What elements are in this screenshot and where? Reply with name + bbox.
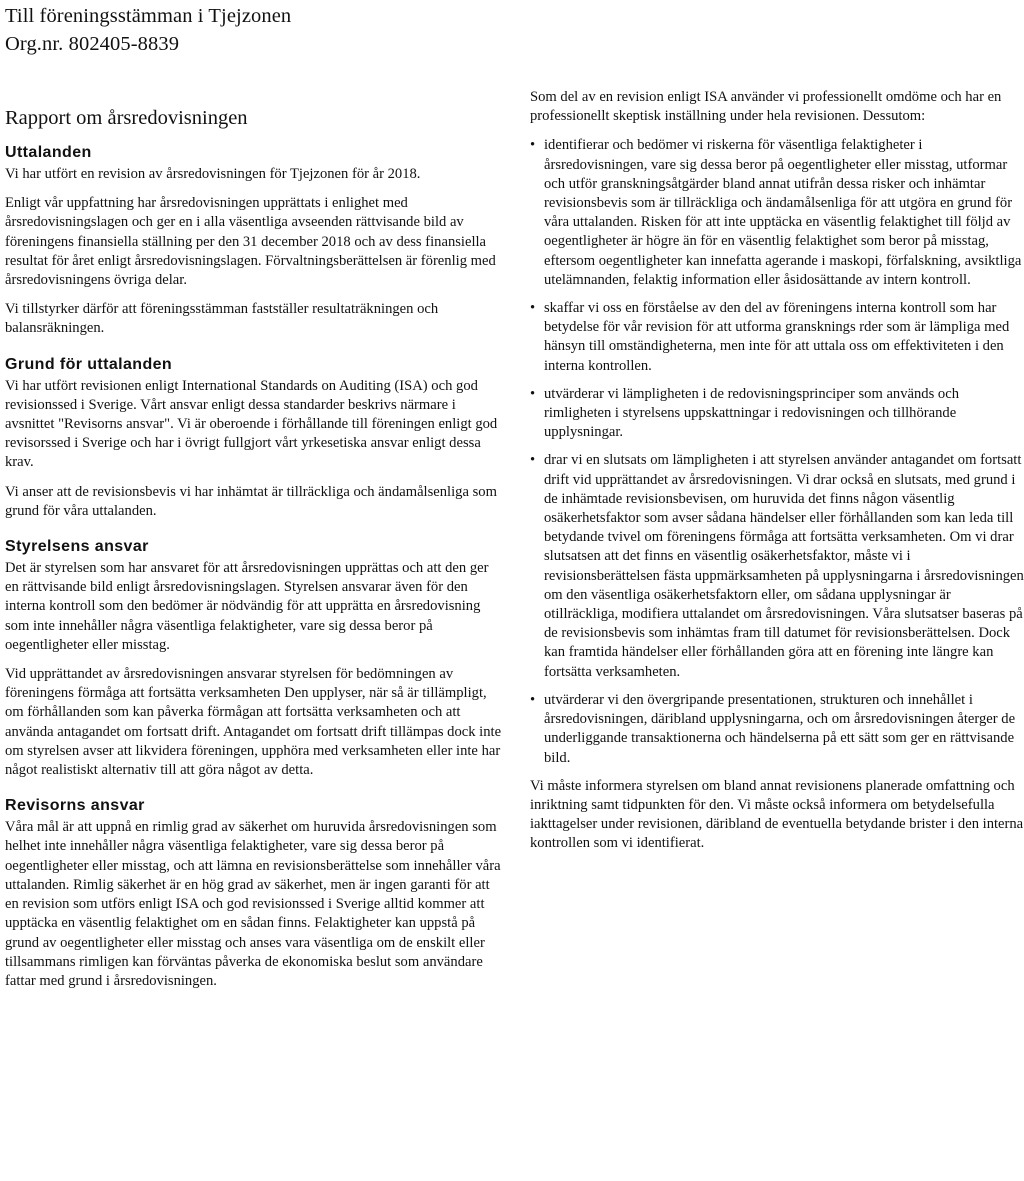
list-item: • identifierar och bedömer vi riskerna för väsentliga felaktigheter i årsredovisningen, vare sig dessa beror på oegentligheter eller misstag, utformar och utför granskningsåtgärder bland annat utifrån dessa risker och inhämtar revisionsbevis som är tillräckliga och ändamålsenliga för att utgöra en grund för våra uttalanden. Risken för att inte upptäcka en väsentlig felaktighet till följd av oegentligheter är högre än för en väsentlig felaktighet som beror på misstag, eftersom oegentligheter kan innefatta agerande i maskopi, förfalskning, avsiktliga utelämnanden, felaktig information eller åsidosättande av intern kontroll.	[530, 136, 1024, 290]
paragraph: Vid upprättandet av årsredovisningen ansvarar styrelsen för bedömningen av föreningens förmåga att fortsätta verksamheten Den upplyser, när så är tillämpligt, om förhållanden som kan påverka förmågan att fortsätta verksamheten och att använda antagandet om fortsatt drift. Antagandet om fortsatt drift tillämpas dock inte om styrelsen avser att likvidera föreningen, upphöra med verksamheten eller inte har något realistiskt alternativ till att göra något av detta.	[5, 666, 502, 779]
paragraph: Det är styrelsen som har ansvaret för att årsredovisningen upprättas och att den ger en rättvisande bild enligt årsredovisningslagen. Styrelsen ansvarar även för den interna kontroll som den bedömer är nödvändig för att upprätta en årsredovisning som inte innehåller några väsentliga felaktigheter, vare sig dessa beror på oegentligheter eller misstag.	[5, 560, 489, 653]
bullet-list	[530, 136, 1024, 767]
heading-uttalanden: Uttalanden	[5, 144, 92, 161]
list-item: • drar vi en slutsats om lämpligheten i att styrelsen använder antagandet om fortsatt drift vid upprättandet av årsredovisningen. Vi drar också en slutsats, med grund i de inhämtade revisionsbevisen, om huruvida det finns någon väsentlig osäkerhetsfaktor som avser sådana händelser eller förhållanden som kan leda till betydande tvivel om föreningens förmåga att fortsätta verksamheten. Om vi drar slutsatsen att det finns en väsentlig osäkerhetsfaktor, måste vi i revisionsberättelsen fästa uppmärksamheten på upplysningarna i årsredovisningen om den väsentliga osäkerhetsfaktorn eller, om sådana upplysningar är otillräckliga, modifiera uttalandet om årsredovisningen. Våra slutsatser baseras på de revisionsbevis som inhämtas fram till datumet för revisionsberättelsen. Dock kan framtida händelser eller förhållanden göra att en förening inte längre kan fortsätta verksamheten.	[530, 451, 1024, 681]
section-revisorns-ansvar	[5, 796, 502, 991]
paragraph: Vi har utfört en revision av årsredovisningen för Tjejzonen för år 2018.	[5, 166, 421, 182]
paragraph: Vi anser att de revisionsbevis vi har inhämtat är tillräckliga och ändamålsenliga som grund för våra uttalanden.	[5, 483, 497, 519]
paragraph: Vi har utfört revisionen enligt International Standards on Auditing (ISA) och god revisionssed i Sverige. Vårt ansvar enligt dessa standarder beskrivs närmare i avsnittet "Revisorns ansvar". Vi är oberoende i förhållande till föreningen enligt god revisorssed i Sverige och har i övrigt fullgjort vårt yrkesetiska ansvar enligt dessa krav.	[5, 377, 498, 471]
closing-paragraph: Vi måste informera styrelsen om bland annat revisionens planerade omfattning och inriktning samt tidpunkten för den. Vi måste också informera om betydelsefulla iakttagelser under revisionen, däribland de eventuella betydande brister i den interna kontrollen som vi identifierat.	[530, 777, 1024, 852]
document-header	[5, 2, 291, 58]
list-item: • skaffar vi oss en förståelse av den del av föreningens interna kontroll som har betydelse för vår revision för att utforma gransknings rder som är lämpliga med hänsyn till omständigheterna, men inte för att uttala oss om effektiviteten i den interna kontrollen.	[530, 299, 1024, 376]
heading-styrelsens-ansvar: Styrelsens ansvar	[5, 538, 149, 556]
paragraph: Enligt vår uppfattning har årsredovisningen upprättats i enlighet med årsredovisningslagen och ger en i alla väsentliga avseenden rättvisande bild av föreningens finansiella ställning per den 31 december 2018 och av dess finansiella resultat för året enligt årsredovisningslagen. Förvaltningsberättelsen är förenlig med årsredovisningens övriga delar.	[5, 195, 496, 289]
section-grund	[5, 355, 502, 521]
heading-revisorns-ansvar: Revisorns ansvar	[5, 797, 145, 815]
paragraph: Våra mål är att uppnå en rimlig grad av säkerhet om huruvida årsredovisningen som helhet inte innehåller några väsentliga felaktigheter, vare sig dessa beror på oegentligheter eller misstag, och att lämna en revisionsberättelse som innehåller våra uttalanden. Rimlig säkerhet är en hög grad av säkerhet, men är ingen garanti för att en revision som utförs enligt ISA och god revisionssed i Sverige alltid kommer att upptäcka en väsentlig felaktighet om en sådan finns. Felaktigheter kan uppstå på grund av oegentligheter eller misstag och anses vara väsentliga om de enskilt eller tillsammans rimligen kan förväntas påverka de ekonomiska beslut som användare fattar med grund i årsredovisningen.	[5, 819, 501, 989]
list-item: • utvärderar vi den övergripande presentationen, strukturen och innehållet i årsredovisningen, däribland upplysningarna, och om årsredovisningen återger de underliggande transaktionerna och händelserna på ett sätt som ger en rättvisande bild.	[530, 691, 1024, 768]
left-column	[5, 88, 502, 1001]
paragraph: Vi tillstyrker därför att föreningsstämman fastställer resultaträkningen och balansräkningen.	[5, 301, 439, 337]
report-title: Rapport om årsredovisningen	[5, 107, 248, 129]
section-styrelsens-ansvar	[5, 537, 502, 780]
right-column	[530, 88, 1024, 864]
section-uttalanden	[5, 143, 502, 339]
org-number: Org.nr. 802405-8839	[5, 33, 180, 55]
intro-paragraph: Som del av en revision enligt ISA använder vi professionellt omdöme och har en professionellt skeptisk inställning under hela revisionen. Dessutom:	[530, 89, 1002, 125]
heading-grund: Grund för uttalanden	[5, 355, 173, 373]
recipient-line: Till föreningsstämman i Tjejzonen	[5, 5, 292, 27]
list-item: • utvärderar vi lämpligheten i de redovisningsprinciper som används och rimligheten i styrelsens uppskattningar i redovisningen och tillhörande upplysningar.	[530, 385, 1024, 443]
